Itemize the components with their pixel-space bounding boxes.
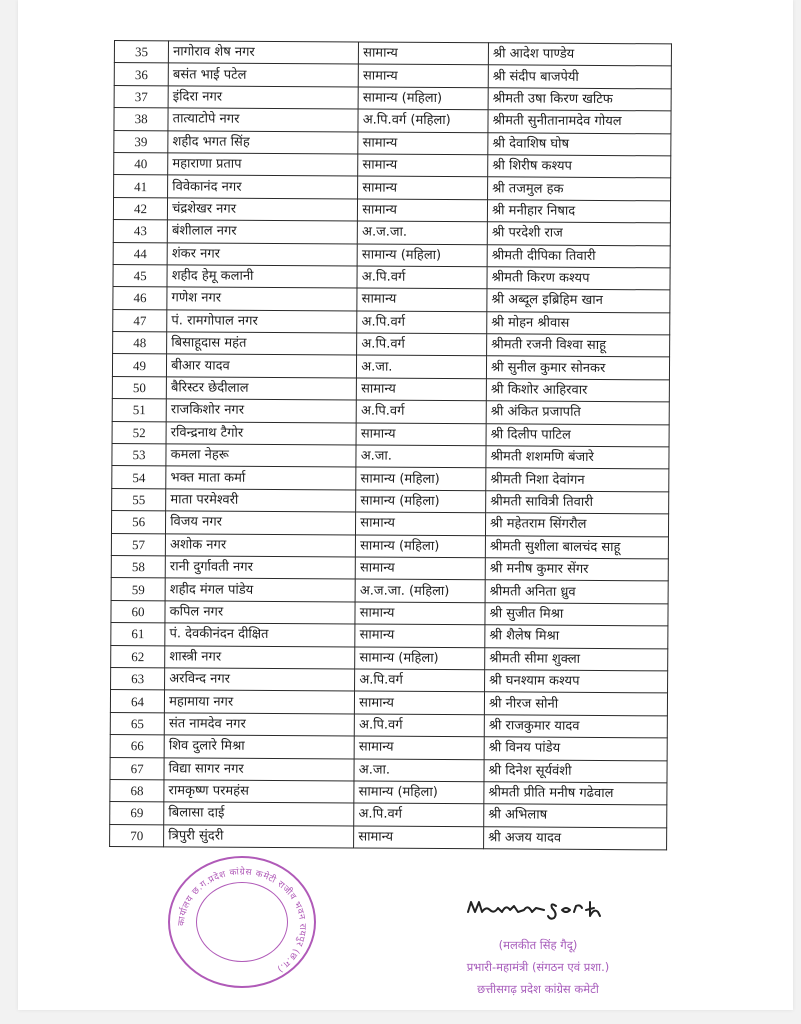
ward-number-cell: 61 xyxy=(111,623,165,646)
ward-name-cell: शहीद भगत सिंह xyxy=(168,130,358,154)
reservation-category-cell: सामान्य xyxy=(357,378,487,401)
reservation-category-cell: सामान्य xyxy=(355,557,485,580)
ward-number-cell: 63 xyxy=(111,667,165,690)
ward-name-cell: त्रिपुरी सुंदरी xyxy=(164,824,354,848)
candidate-name-cell: श्री संदीप बाजपेयी xyxy=(488,65,671,89)
ward-name-cell: रविन्द्रनाथ टैगोर xyxy=(166,421,356,445)
ward-name-cell: शिव दुलारे मिश्रा xyxy=(164,735,354,759)
candidate-name-cell: श्रीमती निशा देवांगन xyxy=(486,468,669,492)
candidate-name-cell: श्री देवाशिष घोष xyxy=(488,132,671,156)
ward-number-cell: 43 xyxy=(113,220,167,243)
ward-number-cell: 58 xyxy=(111,555,165,578)
candidate-name-cell: श्रीमती शशमणि बंजारे xyxy=(486,446,669,470)
reservation-category-cell: सामान्य (महिला) xyxy=(354,781,484,804)
seal-text: कार्यालय छ.ग.प्रदेश कांग्रेस कमेटी राजीव भवन रायपुर (छ.ग.) xyxy=(176,867,308,974)
ward-name-cell: विवेकानंद नगर xyxy=(168,175,358,199)
candidate-name-cell: श्री अब्दूल इब्रिहिम खान xyxy=(487,289,670,313)
reservation-category-cell: सामान्य (महिला) xyxy=(355,647,485,670)
ward-number-cell: 44 xyxy=(113,242,167,265)
ward-number-cell: 55 xyxy=(112,488,166,511)
ward-number-cell: 69 xyxy=(110,802,164,825)
handwritten-signature xyxy=(466,890,626,934)
ward-name-cell: रामकृष्ण परमहंस xyxy=(164,780,354,804)
candidate-name-cell: श्रीमती उषा किरण खटिफ xyxy=(488,88,671,112)
candidate-name-cell: श्री अजय यादव xyxy=(484,826,667,850)
reservation-category-cell: अ.ज.जा. (महिला) xyxy=(355,579,485,602)
ward-name-cell: गणेश नगर xyxy=(167,287,357,311)
ward-name-cell: तात्याटोपे नगर xyxy=(168,108,358,132)
reservation-category-cell: सामान्य xyxy=(358,132,488,155)
reservation-category-cell: सामान्य (महिला) xyxy=(356,490,486,513)
ward-number-cell: 66 xyxy=(110,735,164,758)
candidate-name-cell: श्री नीरज सोनी xyxy=(484,692,667,716)
reservation-category-cell: अ.पि.वर्ग (महिला) xyxy=(358,109,488,132)
ward-name-cell: बिलासा दाई xyxy=(164,802,354,826)
candidate-name-cell: श्री महेतराम सिंगरौल xyxy=(486,513,669,537)
reservation-category-cell: सामान्य (महिला) xyxy=(356,535,486,558)
document-page xyxy=(18,0,793,1010)
reservation-category-cell: सामान्य xyxy=(354,736,484,759)
reservation-category-cell: सामान्य (महिला) xyxy=(356,467,486,490)
candidate-name-cell: श्रीमती सावित्री तिवारी xyxy=(486,491,669,515)
ward-name-cell: अरविन्द नगर xyxy=(165,668,355,692)
reservation-category-cell: सामान्य xyxy=(355,624,485,647)
ward-number-cell: 70 xyxy=(110,824,164,847)
table-body xyxy=(110,41,672,850)
ward-name-cell: नागोराव शेष नगर xyxy=(169,41,359,65)
table-row xyxy=(110,824,667,850)
ward-name-cell: रानी दुर्गावती नगर xyxy=(165,556,355,580)
ward-number-cell: 37 xyxy=(114,85,168,108)
ward-name-cell: अशोक नगर xyxy=(166,533,356,557)
ward-number-cell: 54 xyxy=(112,466,166,489)
ward-name-cell: शास्त्री नगर xyxy=(165,645,355,669)
reservation-category-cell: सामान्य xyxy=(355,691,485,714)
ward-number-cell: 47 xyxy=(113,309,167,332)
reservation-category-cell: अ.पि.वर्ग xyxy=(357,266,487,289)
candidate-name-cell: श्री शिरीष कश्यप xyxy=(488,155,671,179)
reservation-category-cell: सामान्य xyxy=(355,602,485,625)
signatory-organization: छत्तीसगढ़ प्रदेश कांग्रेस कमेटी xyxy=(477,982,599,996)
candidate-name-cell: श्री किशोर आहिरवार xyxy=(486,379,669,403)
ward-name-cell: विजय नगर xyxy=(166,511,356,535)
reservation-category-cell: अ.ज.जा. xyxy=(358,221,488,244)
candidate-name-cell: श्री राजकुमार यादव xyxy=(484,714,667,738)
signature-block xyxy=(418,934,658,1000)
reservation-category-cell: अ.पि.वर्ग xyxy=(355,714,485,737)
reservation-category-cell: सामान्य xyxy=(358,199,488,222)
reservation-category-cell: अ.जा. xyxy=(354,758,484,781)
reservation-category-cell: सामान्य (महिला) xyxy=(357,244,487,267)
candidate-name-cell: श्री अभिलाष xyxy=(484,804,667,828)
ward-name-cell: राजकिशोर नगर xyxy=(166,399,356,423)
ward-name-cell: पं. रामगोपाल नगर xyxy=(167,310,357,334)
ward-name-cell: कपिल नगर xyxy=(165,601,355,625)
candidate-name-cell: श्रीमती सीमा शुक्ला xyxy=(485,647,668,671)
ward-number-cell: 39 xyxy=(114,130,168,153)
ward-number-cell: 57 xyxy=(111,533,165,556)
reservation-category-cell: सामान्य xyxy=(356,512,486,535)
ward-number-cell: 38 xyxy=(114,108,168,131)
official-seal-stamp xyxy=(168,856,316,988)
ward-number-cell: 42 xyxy=(113,197,167,220)
candidate-name-cell: श्री दिनेश सूर्यवंशी xyxy=(484,759,667,783)
reservation-category-cell: सामान्य xyxy=(358,154,488,177)
candidate-name-cell: श्री आदेश पाण्डेय xyxy=(488,43,671,67)
ward-number-cell: 62 xyxy=(111,645,165,668)
candidate-name-cell: श्रीमती सुशीला बालचंद साहू xyxy=(485,535,668,559)
ward-name-cell: शहीद हेमू कलानी xyxy=(167,265,357,289)
signatory-designation: प्रभारी-महामंत्री (संगठन एवं प्रशा.) xyxy=(466,960,610,974)
reservation-category-cell: अ.पि.वर्ग xyxy=(357,311,487,334)
ward-number-cell: 60 xyxy=(111,600,165,623)
candidate-name-cell: श्री तजमुल हक xyxy=(488,177,671,201)
ward-number-cell: 53 xyxy=(112,444,166,467)
ward-number-cell: 59 xyxy=(111,578,165,601)
candidate-name-cell: श्री मोहन श्रीवास xyxy=(487,311,670,335)
candidate-name-cell: श्री घनश्याम कश्यप xyxy=(485,670,668,694)
ward-number-cell: 40 xyxy=(114,152,168,175)
reservation-category-cell: सामान्य xyxy=(357,288,487,311)
ward-name-cell: कमला नेहरू xyxy=(166,444,356,468)
reservation-category-cell: अ.जा. xyxy=(356,445,486,468)
candidate-name-cell: श्री सुजीत मिश्रा xyxy=(485,603,668,627)
ward-number-cell: 65 xyxy=(110,712,164,735)
seal-inner-ring xyxy=(196,882,288,962)
reservation-category-cell: सामान्य xyxy=(356,423,486,446)
candidate-name-cell: श्री दिलीप पाटिल xyxy=(486,423,669,447)
candidate-name-cell: श्रीमती किरण कश्यप xyxy=(487,267,670,291)
ward-name-cell: विद्या सागर नगर xyxy=(164,757,354,781)
candidate-name-cell: श्री सुनील कुमार सोनकर xyxy=(486,356,669,380)
reservation-category-cell: सामान्य (महिला) xyxy=(358,87,488,110)
ward-number-cell: 35 xyxy=(114,41,168,64)
candidate-name-cell: श्री परदेशी राज xyxy=(487,222,670,246)
ward-name-cell: संत नामदेव नगर xyxy=(164,713,354,737)
reservation-category-cell: अ.पि.वर्ग xyxy=(354,803,484,826)
candidate-name-cell: श्रीमती दीपिका तिवारी xyxy=(487,244,670,268)
candidate-name-cell: श्री मनीहार निषाद xyxy=(487,200,670,224)
ward-name-cell: महाराणा प्रताप xyxy=(168,153,358,177)
ward-number-cell: 64 xyxy=(110,690,164,713)
candidate-name-cell: श्री विनय पांडेय xyxy=(484,737,667,761)
reservation-category-cell: सामान्य xyxy=(358,64,488,87)
reservation-category-cell: सामान्य xyxy=(354,826,484,849)
candidate-name-cell: श्रीमती सुनीतानामदेव गोयल xyxy=(488,110,671,134)
ward-name-cell: बंशीलाल नगर xyxy=(167,220,357,244)
ward-number-cell: 52 xyxy=(112,421,166,444)
reservation-category-cell: सामान्य xyxy=(359,42,489,65)
ward-number-cell: 45 xyxy=(113,264,167,287)
ward-name-cell: महामाया नगर xyxy=(165,690,355,714)
ward-name-cell: इंदिरा नगर xyxy=(168,86,358,110)
ward-name-cell: बीआर यादव xyxy=(167,354,357,378)
ward-number-cell: 36 xyxy=(114,63,168,86)
reservation-category-cell: अ.पि.वर्ग xyxy=(356,400,486,423)
ward-reservation-table xyxy=(109,40,672,850)
ward-name-cell: बैरिस्टर छेदीलाल xyxy=(166,377,356,401)
ward-number-cell: 51 xyxy=(112,399,166,422)
ward-number-cell: 41 xyxy=(114,175,168,198)
signatory-name: (मलकीत सिंह गैदू) xyxy=(498,938,578,952)
candidate-name-cell: श्री शैलेष मिश्रा xyxy=(485,625,668,649)
ward-name-cell: बसंत भाई पटेल xyxy=(168,63,358,87)
ward-name-cell: शंकर नगर xyxy=(167,242,357,266)
ward-name-cell: पं. देवकीनंदन दीक्षित xyxy=(165,623,355,647)
reservation-category-cell: अ.जा. xyxy=(357,355,487,378)
candidate-name-cell: श्री मनीष कुमार सेंगर xyxy=(485,558,668,582)
ward-number-cell: 48 xyxy=(113,332,167,355)
ward-number-cell: 68 xyxy=(110,779,164,802)
ward-name-cell: माता परमेश्वरी xyxy=(166,489,356,513)
ward-name-cell: भक्त माता कर्मा xyxy=(166,466,356,490)
candidate-name-cell: श्रीमती प्रीति मनीष गढेवाल xyxy=(484,782,667,806)
ward-number-cell: 50 xyxy=(112,376,166,399)
reservation-category-cell: सामान्य xyxy=(358,176,488,199)
ward-name-cell: बिसाहूदास महंत xyxy=(167,332,357,356)
candidate-name-cell: श्रीमती अनिता ध्रुव xyxy=(485,580,668,604)
candidate-name-cell: श्रीमती रजनी विश्वा साहू xyxy=(487,334,670,358)
candidate-name-cell: श्री अंकित प्रजापति xyxy=(486,401,669,425)
ward-number-cell: 67 xyxy=(110,757,164,780)
ward-number-cell: 49 xyxy=(112,354,166,377)
ward-name-cell: चंद्रशेखर नगर xyxy=(168,198,358,222)
ward-name-cell: शहीद मंगल पांडेय xyxy=(165,578,355,602)
ward-number-cell: 56 xyxy=(111,511,165,534)
ward-number-cell: 46 xyxy=(113,287,167,310)
reservation-category-cell: अ.पि.वर्ग xyxy=(357,333,487,356)
reservation-category-cell: अ.पि.वर्ग xyxy=(355,669,485,692)
